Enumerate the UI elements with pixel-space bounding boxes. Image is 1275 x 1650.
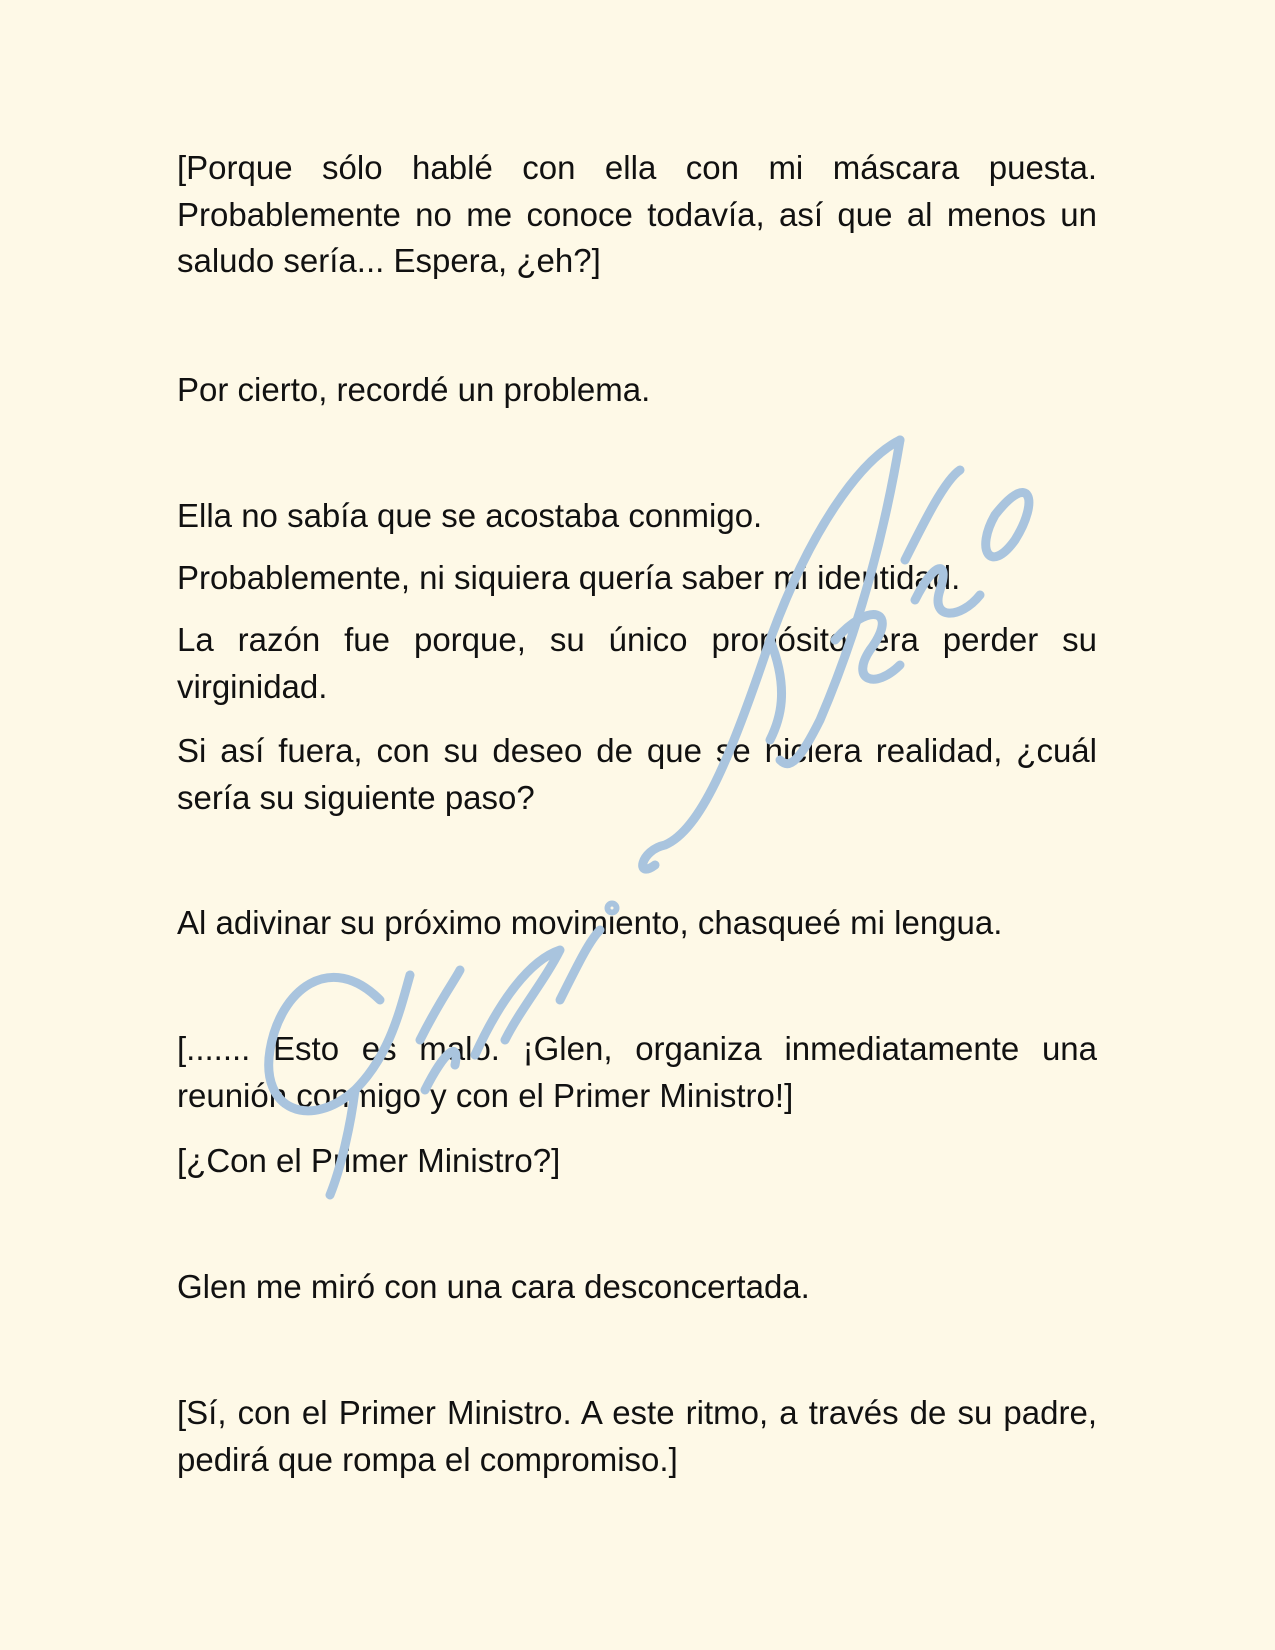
paragraph-8: [....... Esto es malo. ¡Glen, organiza inmediatamente una reunión conmigo y con el Primer Ministro!]: [177, 1030, 1097, 1114]
paragraph-1: [Porque sólo hablé con ella con mi máscara puesta. Probablemente no me conoce todavía, así que al menos un saludo sería... Espera, ¿eh?]: [177, 149, 1097, 279]
paragraph-5: La razón fue porque, su único propósito era perder su virginidad.: [177, 621, 1097, 705]
paragraph-4: Probablemente, ni siquiera quería saber mi identidad.: [177, 559, 961, 596]
paragraph-9: [¿Con el Primer Ministro?]: [177, 1142, 561, 1179]
paragraph-6: Si así fuera, con su deseo de que se hiciera realidad, ¿cuál sería su siguiente paso?: [177, 732, 1097, 816]
paragraph-2: Por cierto, recordé un problema.: [177, 371, 651, 408]
paragraph-11: [Sí, con el Primer Ministro. A este ritmo, a través de su padre, pedirá que rompa el compromiso.]: [177, 1394, 1097, 1478]
paragraph-10: Glen me miró con una cara desconcertada.: [177, 1268, 810, 1305]
paragraph-7: Al adivinar su próximo movimiento, chasqueé mi lengua.: [177, 904, 1003, 941]
paragraph-3: Ella no sabía que se acostaba conmigo.: [177, 497, 763, 534]
